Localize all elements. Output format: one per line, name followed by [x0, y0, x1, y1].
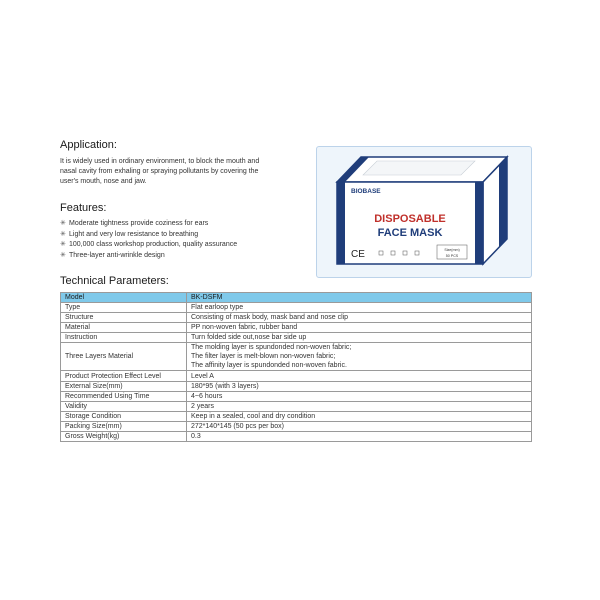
table-row — [61, 401, 532, 411]
row-value: Keep in a sealed, cool and dry condition — [187, 411, 532, 421]
feature-item — [60, 251, 237, 262]
count-label: 50 PCS — [445, 254, 459, 258]
table-row — [61, 333, 532, 343]
table-row — [61, 391, 532, 401]
table-header-row — [61, 293, 532, 303]
asterisk-icon: ✳ — [60, 241, 66, 248]
features-list — [60, 219, 237, 261]
box-opening — [363, 161, 475, 175]
row-key: Material — [61, 323, 187, 333]
row-value: 180*95 (with 3 layers) — [187, 381, 532, 391]
application-line: nasal cavity from exhaling or spraying pollutants by covering the — [60, 168, 259, 175]
row-key: Packing Size(mm) — [61, 421, 187, 431]
row-key: Instruction — [61, 333, 187, 343]
table-row — [61, 411, 532, 421]
row-value-line: The molding layer is spundonded non-woven fabric; — [191, 344, 352, 352]
technical-parameters-table — [60, 292, 532, 442]
row-value: 0.3 — [187, 432, 532, 442]
asterisk-icon: ✳ — [60, 230, 66, 238]
features-heading: Features: — [60, 202, 107, 214]
feature-text: Moderate tightness provide coziness for ears — [69, 220, 209, 227]
table-row — [61, 303, 532, 313]
row-key: Structure — [61, 313, 187, 323]
header-value-cell: BK-DSFM — [187, 293, 532, 303]
table-row — [61, 381, 532, 391]
row-key: Validity — [61, 401, 187, 411]
feature-text: Light and very low resistance to breathing — [69, 230, 199, 238]
row-value: 2 years — [187, 401, 532, 411]
header-key-cell: Model — [61, 293, 187, 303]
row-key: Storage Condition — [61, 411, 187, 421]
feature-text: Three-layer anti-wrinkle design — [69, 251, 165, 259]
box-band — [337, 182, 345, 264]
feature-item — [60, 230, 237, 241]
row-key: Product Protection Effect Level — [61, 371, 187, 381]
row-key: Type — [61, 303, 187, 313]
product-image-frame — [316, 146, 532, 278]
row-value: Turn folded side out,nose bar side up — [187, 333, 532, 343]
table-row — [61, 343, 532, 371]
application-heading: Application: — [60, 139, 117, 151]
application-text — [60, 157, 310, 187]
application-line: user's mouth, nose and jaw. — [60, 178, 147, 185]
box-band — [499, 157, 507, 247]
row-value: Level A — [187, 371, 532, 381]
box-title-line2: FACE MASK — [377, 227, 443, 239]
size-label: Size(mm) — [444, 248, 460, 252]
row-value: 4~6 hours — [187, 391, 532, 401]
feature-item — [60, 219, 237, 230]
mask-box-illustration — [317, 147, 531, 277]
table-row — [61, 371, 532, 381]
application-line: It is widely used in ordinary environment, to block the mouth and — [60, 158, 260, 165]
table-row — [61, 421, 532, 431]
table-row — [61, 313, 532, 323]
row-value: Flat earloop type — [187, 303, 532, 313]
ce-mark-icon: CE — [351, 249, 365, 260]
technical-heading: Technical Parameters: — [60, 275, 169, 287]
box-band — [475, 182, 483, 264]
row-value-line: The affinity layer is spundonded non-woven fabric. — [191, 362, 347, 370]
row-key: Recommended Using Time — [61, 391, 187, 401]
asterisk-icon: ✳ — [60, 220, 66, 227]
row-key: Three Layers Material — [61, 343, 187, 371]
box-brand: BIOBASE — [351, 188, 381, 195]
row-key: External Size(mm) — [61, 381, 187, 391]
table-row — [61, 323, 532, 333]
row-value — [187, 343, 532, 371]
box-title-line1: DISPOSABLE — [374, 213, 446, 225]
row-value: PP non-woven fabric, rubber band — [187, 323, 532, 333]
row-key: Gross Weight(kg) — [61, 432, 187, 442]
feature-text: 100,000 class workshop production, quality assurance — [69, 241, 238, 248]
row-value-line: The filter layer is melt-blown non-woven fabric; — [191, 353, 336, 361]
feature-item — [60, 240, 237, 251]
row-value: 272*140*145 (50 pcs per box) — [187, 421, 532, 431]
asterisk-icon: ✳ — [60, 251, 66, 259]
table-row — [61, 432, 532, 442]
row-value: Consisting of mask body, mask band and nose clip — [187, 313, 532, 323]
